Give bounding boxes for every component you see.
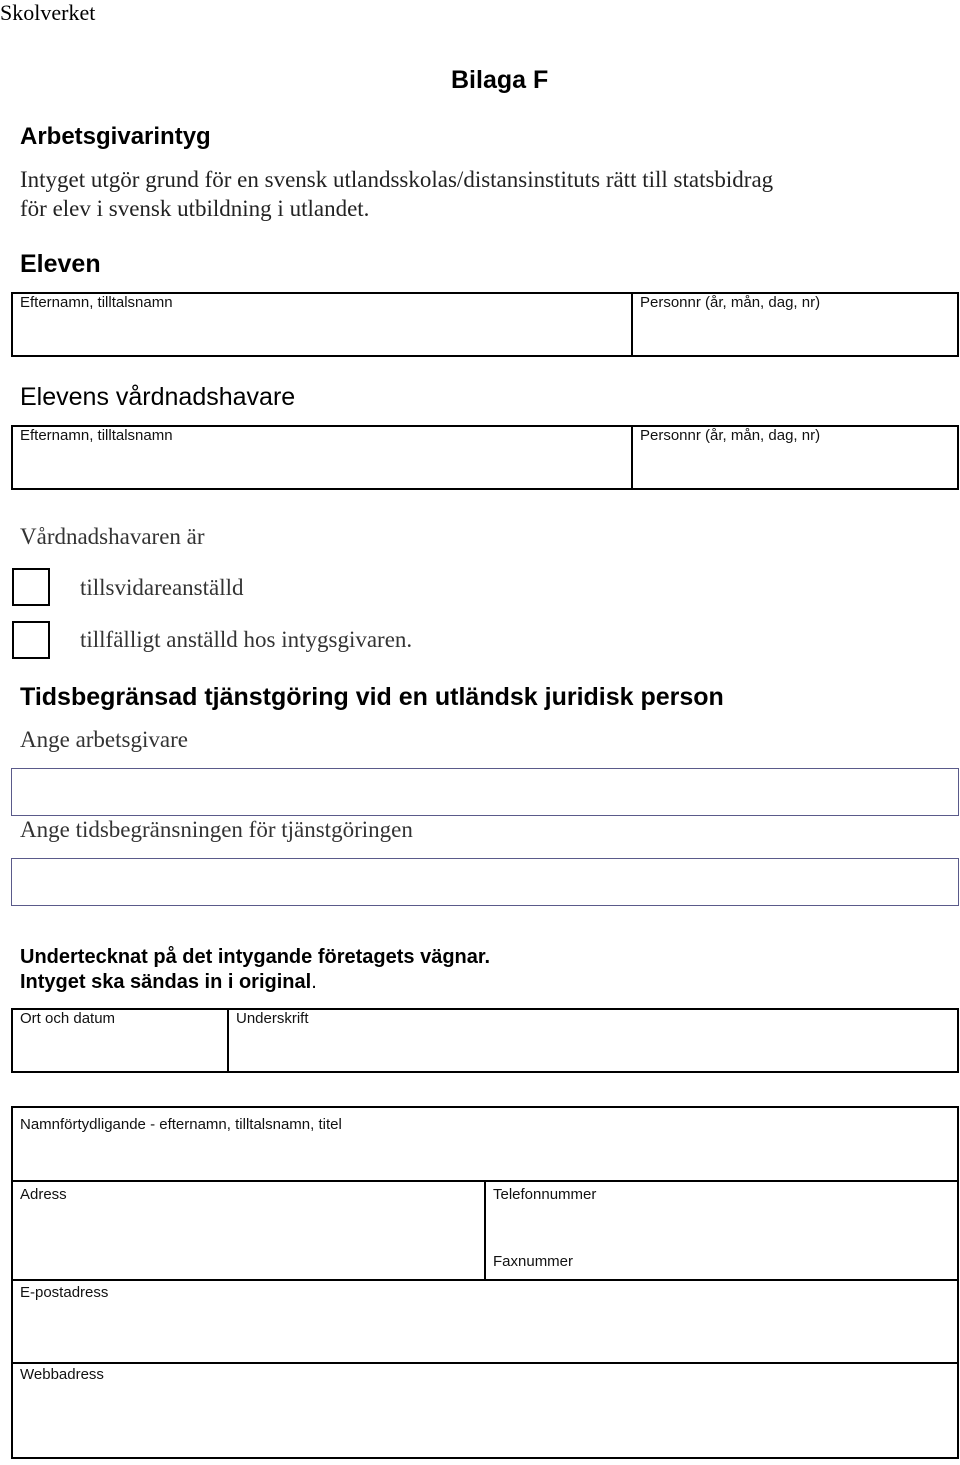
guardian-heading: Elevens vårdnadshavare — [20, 383, 296, 411]
contact-row-divider-2 — [11, 1279, 959, 1281]
signature-field[interactable]: Underskrift — [236, 1010, 309, 1027]
permanent-option-label: tillsvidareanställd — [80, 575, 244, 600]
intro-text-line-2: för elev i svensk utbildning i utlandet. — [20, 196, 370, 221]
guardian-id-field[interactable]: Personnr (år, mån, dag, nr) — [640, 427, 821, 444]
place-date-field[interactable]: Ort och datum — [20, 1010, 116, 1027]
time-limit-field[interactable] — [11, 858, 959, 906]
signature-note-line-1: Undertecknat på det intygande företagets vägnar. — [20, 946, 491, 968]
temporary-checkbox[interactable] — [12, 621, 50, 659]
intro-text-line-1: Intyget utgör grund för en svensk utlandsskolas/distansinstituts rätt till statsbidrag — [20, 167, 774, 192]
email-field[interactable]: E-postadress — [20, 1284, 109, 1301]
guardian-fields-divider — [631, 425, 633, 490]
place-signature-divider — [227, 1008, 229, 1073]
temporary-option-label: tillfälligt anställd hos intygsgivaren. — [80, 627, 413, 652]
place-signature-box — [11, 1008, 959, 1073]
name-clarification-field[interactable]: Namnförtydligande - efternamn, tilltalsnamn, titel — [20, 1116, 342, 1133]
address-phone-divider — [484, 1180, 486, 1280]
student-fields-divider — [631, 292, 633, 357]
web-address-field[interactable]: Webbadress — [20, 1366, 104, 1383]
student-heading: Eleven — [20, 250, 101, 278]
contact-row-divider-3 — [11, 1362, 959, 1364]
form-title: Arbetsgivarintyg — [20, 123, 211, 150]
appendix-title: Bilaga F — [451, 66, 549, 94]
contact-table-box — [11, 1106, 959, 1459]
employer-field[interactable] — [11, 768, 959, 816]
organization-name: Skolverket — [0, 0, 96, 25]
address-field[interactable]: Adress — [20, 1186, 67, 1203]
employer-prompt: Ange arbetsgivare — [20, 727, 188, 752]
student-id-field[interactable]: Personnr (år, mån, dag, nr) — [640, 294, 821, 311]
permanent-checkbox[interactable] — [12, 568, 50, 606]
time-limit-prompt: Ange tidsbegränsningen för tjänstgöringen — [20, 817, 413, 842]
fax-field[interactable]: Faxnummer — [493, 1253, 574, 1270]
signature-note-line-2-period: . — [311, 971, 317, 993]
employment-prompt: Vårdnadshavaren är — [20, 524, 205, 549]
foreign-service-heading: Tidsbegränsad tjänstgöring vid en utländsk juridisk person — [20, 683, 724, 711]
signature-note-line-2 — [20, 971, 317, 994]
student-name-field[interactable]: Efternamn, tilltalsnamn — [20, 294, 173, 311]
phone-field[interactable]: Telefonnummer — [493, 1186, 597, 1203]
signature-note-line-2-text: Intyget ska sändas in i original — [20, 971, 312, 993]
guardian-name-field[interactable]: Efternamn, tilltalsnamn — [20, 427, 173, 444]
